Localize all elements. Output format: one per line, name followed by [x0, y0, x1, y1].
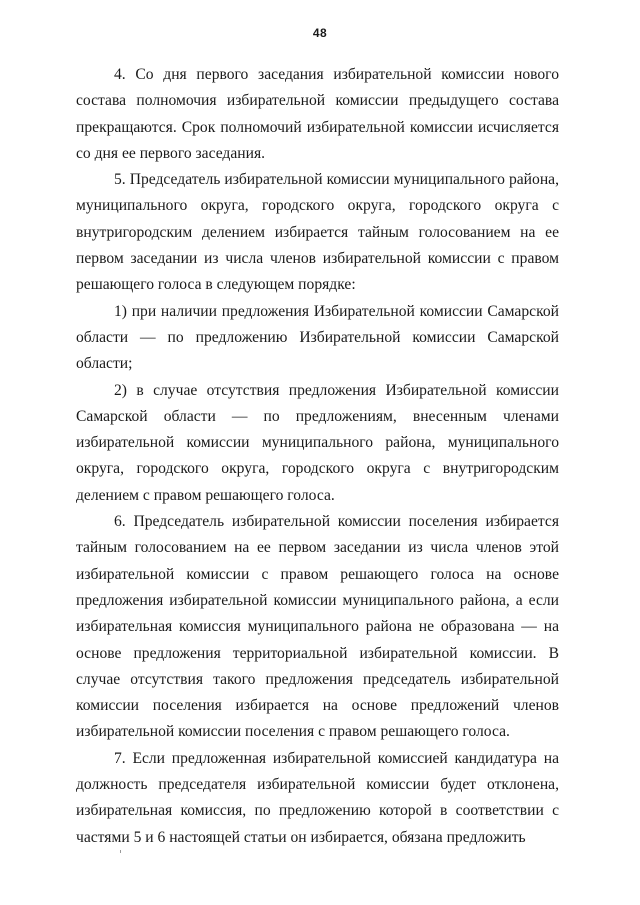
scan-artifact	[120, 850, 121, 853]
paragraph-5-item-2: 2) в случае отсутствия предложения Избирательной комиссии Самарской области — по предложениям, внесенным членами избирательной комиссии муниципального района, муниципального округа, городского округа, городского округа с внутригородским делением с правом решающего голоса.	[76, 381, 559, 504]
page-number: 48	[312, 26, 328, 40]
paragraph-6: 6. Председатель избирательной комиссии поселения избирается тайным голосованием на ее первом заседании из числа членов этой избирательной комиссии с правом решающего голоса на основе предложения избирательной комиссии муниципального района, а если избирательная комиссия муниципального района не образована — на основе предложения территориальной избирательной комиссии. В случае отсутствия такого предложения председатель избирательной комиссии поселения избирается на основе предложений членов избирательной комиссии поселения с правом решающего голоса.	[76, 513, 559, 741]
paragraph-4: 4. Со дня первого заседания избирательной комиссии нового состава полномочия избирательной комиссии предыдущего состава прекращаются. Срок полномочий избирательной комиссии исчисляется со дня ее первого заседания.	[76, 66, 559, 162]
paragraph-7: 7. Если предложенная избирательной комиссией кандидатура на должность председателя избирательной комиссии будет отклонена, избирательная комиссия, по предложению которой в соответствии с частями 5 и 6 настоящей статьи он избирается, обязана предложить	[76, 749, 559, 846]
paragraph-5: 5. Председатель избирательной комиссии муниципального района, муниципального округа, городского округа, городского округа с внутригородским делением избирается тайным голосованием на ее первом заседании из числа членов избирательной комиссии с правом решающего голоса в следующем порядке:	[76, 171, 559, 294]
document-body	[76, 62, 559, 851]
paragraph-5-item-1: 1) при наличии предложения Избирательной комиссии Самарской области — по предложению Избирательной комиссии Самарской области;	[76, 302, 559, 373]
